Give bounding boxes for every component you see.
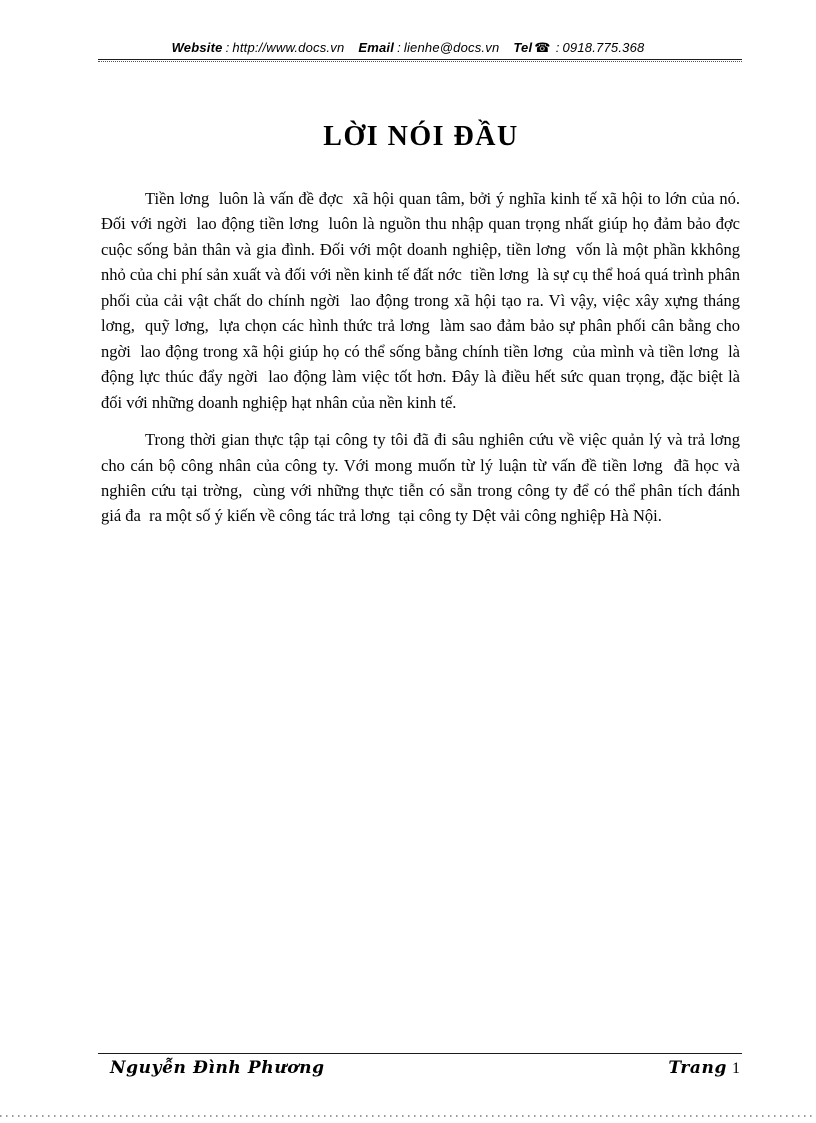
website-label: Website [171,40,223,55]
separator-colon: : [225,40,230,55]
email-label: Email [358,40,395,55]
paragraph-2: Trong thời gian thực tập tại công ty tôi đã đi sâu nghiên cứu về việc quản lý và trả lơng cho cán bộ công nhân của công ty. Với mong muốn từ lý luận từ vấn đề tiền lơng đã học và nghiên cứu tại trờng, cùng với những thực tiễn có sẵn trong công ty để có thể phân tích đánh giá đa ra một số ý kiến về công tác trả lơng tại công ty Dệt vải công nghiệp Hà Nội. [101,430,749,526]
page-boundary-dots [0,1115,816,1117]
page-header [0,40,816,56]
tel-label: Tel [513,40,533,55]
tel-value: 0918.775.368 [562,40,645,55]
website-url: http://www.docs.vn [232,40,345,55]
footer-divider [98,1053,742,1054]
footer-author: Nguyễn Đình Phương [110,1058,325,1078]
phone-icon: ☎ [534,40,551,55]
document-body [101,186,749,529]
header-divider [98,59,742,62]
separator-colon: : [397,40,401,55]
footer-page-indicator [668,1058,740,1078]
email-value: lienhe@docs.vn [403,40,500,55]
page-footer [110,1058,740,1078]
separator-colon: : [555,40,560,55]
page-title: LỜI NÓI ĐẦU [323,121,519,152]
paragraph-1: Tiền lơng luôn là vấn đề đợc xã hội quan tâm, bởi ý nghĩa kinh tế xã hội to lớn của nó. Đối với ngời lao động tiền lơng luôn là nguồn thu nhập quan trọng nhất giúp họ đảm bảo đợc cuộc sống bản thân và gia đình. Đối với một doanh nghiệp, tiền lơng vốn là một phần kkhông nhỏ của chi phí sản xuất và đối với nền kinh tế đất nớc tiền lơng là sự cụ thể hoá quá trình phân phối của cải vật chất do chính ngời lao động trong xã hội tạo ra. Vì vậy, việc xây xựng tháng lơng, quỹ lơng, lựa chọn các hình thức trả lơng làm sao đảm bảo sự phân phối cân bằng cho ngời lao động trong xã hội giúp họ có thể sống bằng chính tiền lơng của mình và tiền lơng là động lực thúc đẩy ngời lao động làm việc tốt hơn. Đây là điều hết sức quan trọng, đặc biệt là đối với những doanh nghiệp hạt nhân của nền kinh tế. [101,189,749,412]
footer-page-label: Trang [668,1058,727,1078]
footer-page-number: 1 [732,1060,740,1077]
